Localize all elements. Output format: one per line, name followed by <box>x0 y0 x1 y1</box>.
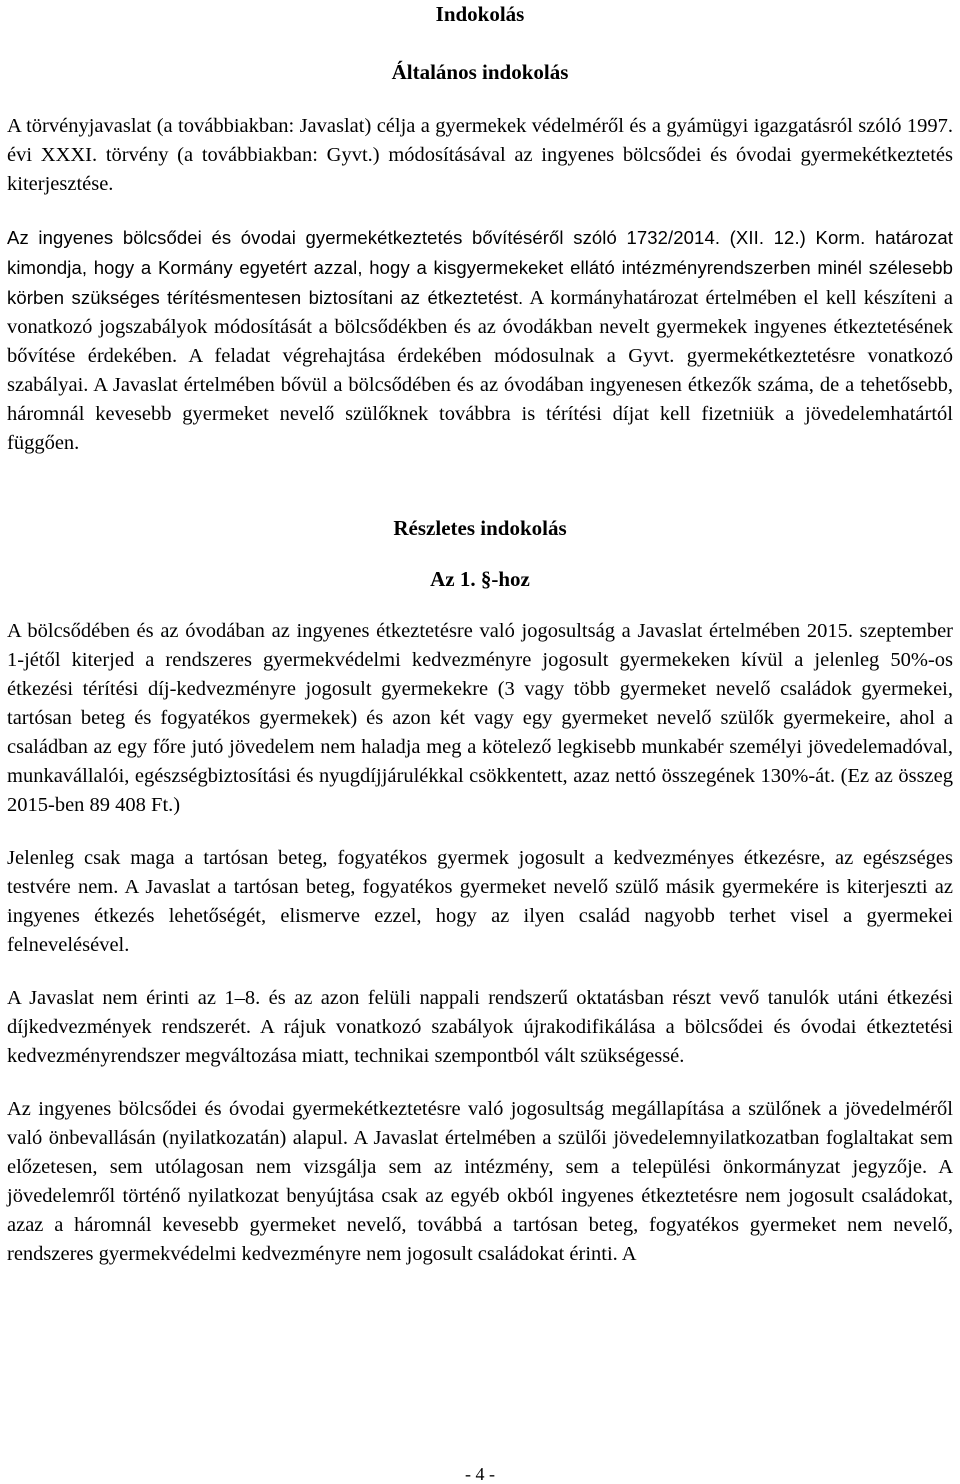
general-paragraph-2-lead: Az ingyenes bölcsődei és óvodai gyermekétkeztetés bővítéséről szóló 1732/2014. (XII. 12.) Korm. határozat kimondja, hogy a Kormány egyetért azzal, hogy a kisgyermekeket ellátó intézményrendszerben minél szélesebb körben szükséges térítésmentesen biztosítani az étkeztetést. <box>7 227 953 308</box>
detailed-paragraph-4: Az ingyenes bölcsődei és óvodai gyermekétkeztetésre való jogosultság megállapítása a szülőnek a jövedelméről való önbevallásán (nyilatkozatán) alapul. A Javaslat értelmében a szülői jövedelemnyilatkozatban foglaltakat sem előzetesen, sem utólagosan nem vizsgálja sem az intézmény, sem a települési önkormányzat jegyzője. A jövedelemről történő nyilatkozat benyújtása csak az egyéb okból ingyenes étkeztetésre nem jogosult családokat, azaz a háromnál kevesebb gyermeket nevelő, továbbá a tartósan beteg, fogyatékos gyermeket nem nevelő, rendszeres gyermekvédelmi kedvezményre nem jogosult családokat érinti. A <box>7 1098 953 1265</box>
paragraph-section-heading: Az 1. §-hoz <box>430 567 530 591</box>
general-paragraph-2-rest: A kormányhatározat értelmében el kell készíteni a vonatkozó jogszabályok módosítását a bölcsődékben és az óvodákban nevelt gyermekek ingyenes étkeztetésének bővítése érdekében. A feladat végrehajtása érdekében módosulnak a Gyvt. gyermekétkeztetésre vonatkozó szabályai. A Javaslat értelmében bővül a bölcsődében és az óvodában ingyenesen étkezők száma, de a tehetősebb, háromnál kevesebb gyermeket nevelő szülőknek továbbra is térítési díjat kell fizetniük a jövedelemhatártól függően. <box>7 287 953 454</box>
document-title: Indokolás <box>435 2 525 26</box>
detailed-section-heading: Részletes indokolás <box>393 516 567 540</box>
general-section-heading: Általános indokolás <box>391 60 569 84</box>
page-number: - 4 - <box>465 1464 495 1484</box>
general-paragraph-2 <box>7 223 953 458</box>
detailed-paragraph-1: A bölcsődében és az óvodában az ingyenes étkeztetésre való jogosultság a Javaslat értelmében 2015. szeptember 1-jétől kiterjed a rendszeres gyermekvédelmi kedvezményre jogosult gyermekeken kívül a jelenleg 50%-os étkezési térítési díj-kedvezményre jogosult gyermekekre (3 vagy több gyermeket nevelő családok gyermekei, tartósan beteg és fogyatékos gyermekek) és azon két vagy egy gyermeket nevelő szülők gyermekeire, ahol a családban az egy főre jutó jövedelem nem haladja meg a kötelező legkisebb munkabér személyi jövedelemadóval, munkavállalói, egészségbiztosítási és nyugdíjjárulékkal csökkentett, azaz nettó összegének 130%-át. (Ez az összeg 2015-ben 89 408 Ft.) <box>7 620 953 816</box>
detailed-paragraph-2: Jelenleg csak maga a tartósan beteg, fogyatékos gyermek jogosult a kedvezményes étkezésre, az egészséges testvére nem. A Javaslat a tartósan beteg, fogyatékos gyermeket nevelő szülő másik gyermekére is kiterjeszti az ingyenes étkezés lehetőségét, elismerve ezzel, hogy az ilyen család nagyobb terhet visel a gyermekei felnevelésével. <box>7 847 953 956</box>
document-page <box>7 0 953 1269</box>
detailed-paragraph-3: A Javaslat nem érinti az 1–8. és az azon felüli nappali rendszerű oktatásban részt vevő tanulók utáni étkezési díjkedvezmények rendszerét. A rájuk vonatkozó szabályok újrakodifikálása a bölcsődei és óvodai étkeztetési kedvezményrendszer megváltozása miatt, technikai szempontból vált szükségessé. <box>7 987 953 1067</box>
general-paragraph-1: A törvényjavaslat (a továbbiakban: Javaslat) célja a gyermekek védelméről és a gyámügyi igazgatásról szóló 1997. évi XXXI. törvény (a továbbiakban: Gyvt.) módosításával az ingyenes bölcsődei és óvodai gyermekétkeztetés kiterjesztése. <box>7 115 953 195</box>
